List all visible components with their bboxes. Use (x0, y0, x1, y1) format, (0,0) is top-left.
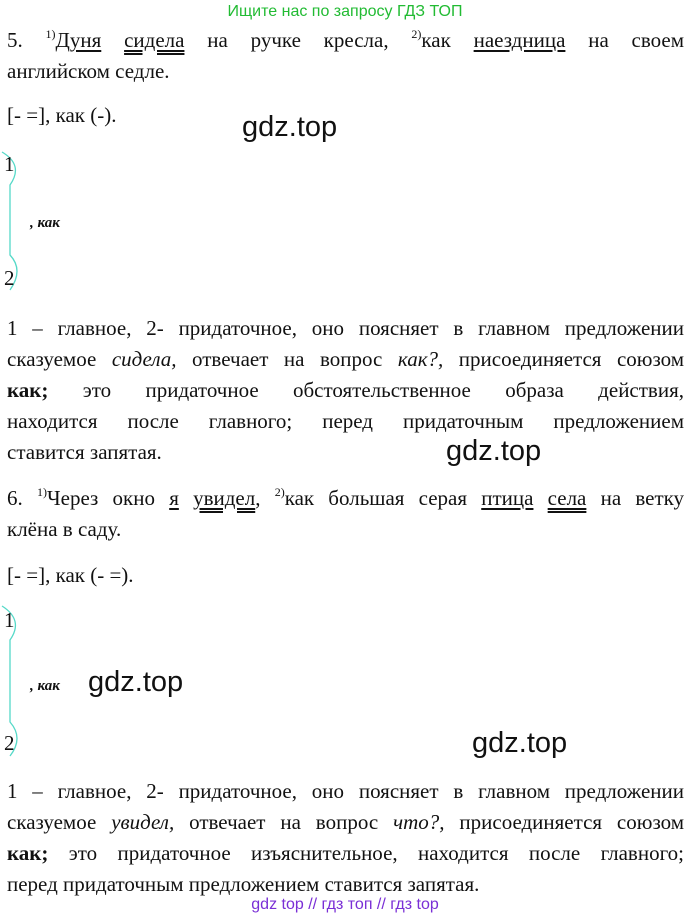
task6-sentence-line2: клёна в саду. (7, 517, 122, 541)
task6-subject2: птица (481, 486, 534, 510)
task5-node-2: 2 (4, 266, 15, 290)
expl-text: присоединяется союзом (458, 347, 685, 371)
task5-expl-line2 (7, 344, 684, 375)
task5-expl-line4: находится после главного; перед придаточным предложением (7, 409, 684, 433)
task6-predicate: увидел (193, 486, 256, 510)
task5-subject: Дуня (55, 28, 102, 52)
watermark: gdz.top (88, 666, 184, 698)
task5-expl-line1: 1 – главное, 2- придаточное, оно поясняет в главном предложении (7, 316, 684, 340)
task5-expl-line3 (7, 375, 684, 406)
task6-scheme: [- =], как (- =). (7, 563, 134, 587)
task6-clause2-marker: 2) (274, 485, 285, 499)
expl-bold: как; (7, 378, 49, 402)
task6-expl-line4: перед придаточным предложением ставится запятая. (7, 872, 480, 896)
watermark: gdz.top (472, 727, 568, 759)
task6-number: 6. (7, 486, 23, 510)
expl-bold: как; (7, 841, 49, 865)
task6-clause1-marker: 1) (36, 485, 47, 499)
task6-expl-line2 (7, 807, 684, 838)
task6-subject: я (169, 486, 179, 510)
expl-text: сказуемое (7, 347, 97, 371)
task5-text-end: на своем (588, 28, 685, 52)
task6-conj-label: , как (30, 678, 60, 694)
task5-clause2-marker: 2) (411, 27, 422, 41)
expl-text: это придаточное обстоятельственное образа действия, (82, 378, 684, 402)
task5-sentence-line2: английском седле. (7, 59, 170, 83)
expl-italic: сидела, (111, 347, 177, 371)
expl-text: отвечает на вопрос (189, 810, 379, 834)
watermark: gdz.top (446, 435, 542, 467)
expl-italic: как?, (397, 347, 444, 371)
task5-scheme: [- =], как (-). (7, 103, 117, 127)
task6-text-end: на ветку (600, 486, 685, 510)
task5-number: 5. (7, 28, 23, 52)
task5-clause1-marker: 1) (45, 27, 56, 41)
expl-text: присоединяется союзом (459, 810, 684, 834)
task5-text: на ручке кресла, (207, 28, 389, 52)
task6-node-1: 1 (4, 608, 15, 632)
task5-expl-line5: ставится запятая. (7, 440, 162, 464)
task5-conjunction: как (421, 28, 451, 52)
task6-conj-text: как большая серая (284, 486, 468, 510)
task5-node-1: 1 (4, 152, 15, 176)
top-banner: Ищите нас по запросу ГДЗ ТОП (227, 3, 463, 20)
task6-predicate2: села (547, 486, 587, 510)
expl-text: это придаточное изъяснительное, находится после главного; (68, 841, 685, 865)
expl-text: сказуемое (7, 810, 97, 834)
task6-comma: , (255, 486, 261, 510)
task6-node-2: 2 (4, 731, 15, 755)
task5-conj-label: , как (30, 215, 60, 231)
task6-expl-line1: 1 – главное, 2- придаточное, оно поясняет в главном предложении (7, 779, 684, 803)
expl-italic: увидел, (111, 810, 175, 834)
task5-predicate: сидела (124, 28, 185, 52)
task6-text: Через окно (46, 486, 155, 510)
task6-sentence-line1 (7, 483, 684, 514)
footer-links: gdz top // гдз топ // гдз top (251, 896, 439, 913)
watermark: gdz.top (242, 111, 338, 143)
task5-subject2: наездница (473, 28, 566, 52)
task6-expl-line3 (7, 838, 684, 869)
expl-italic: что?, (393, 810, 445, 834)
expl-text: отвечает на вопрос (192, 347, 383, 371)
